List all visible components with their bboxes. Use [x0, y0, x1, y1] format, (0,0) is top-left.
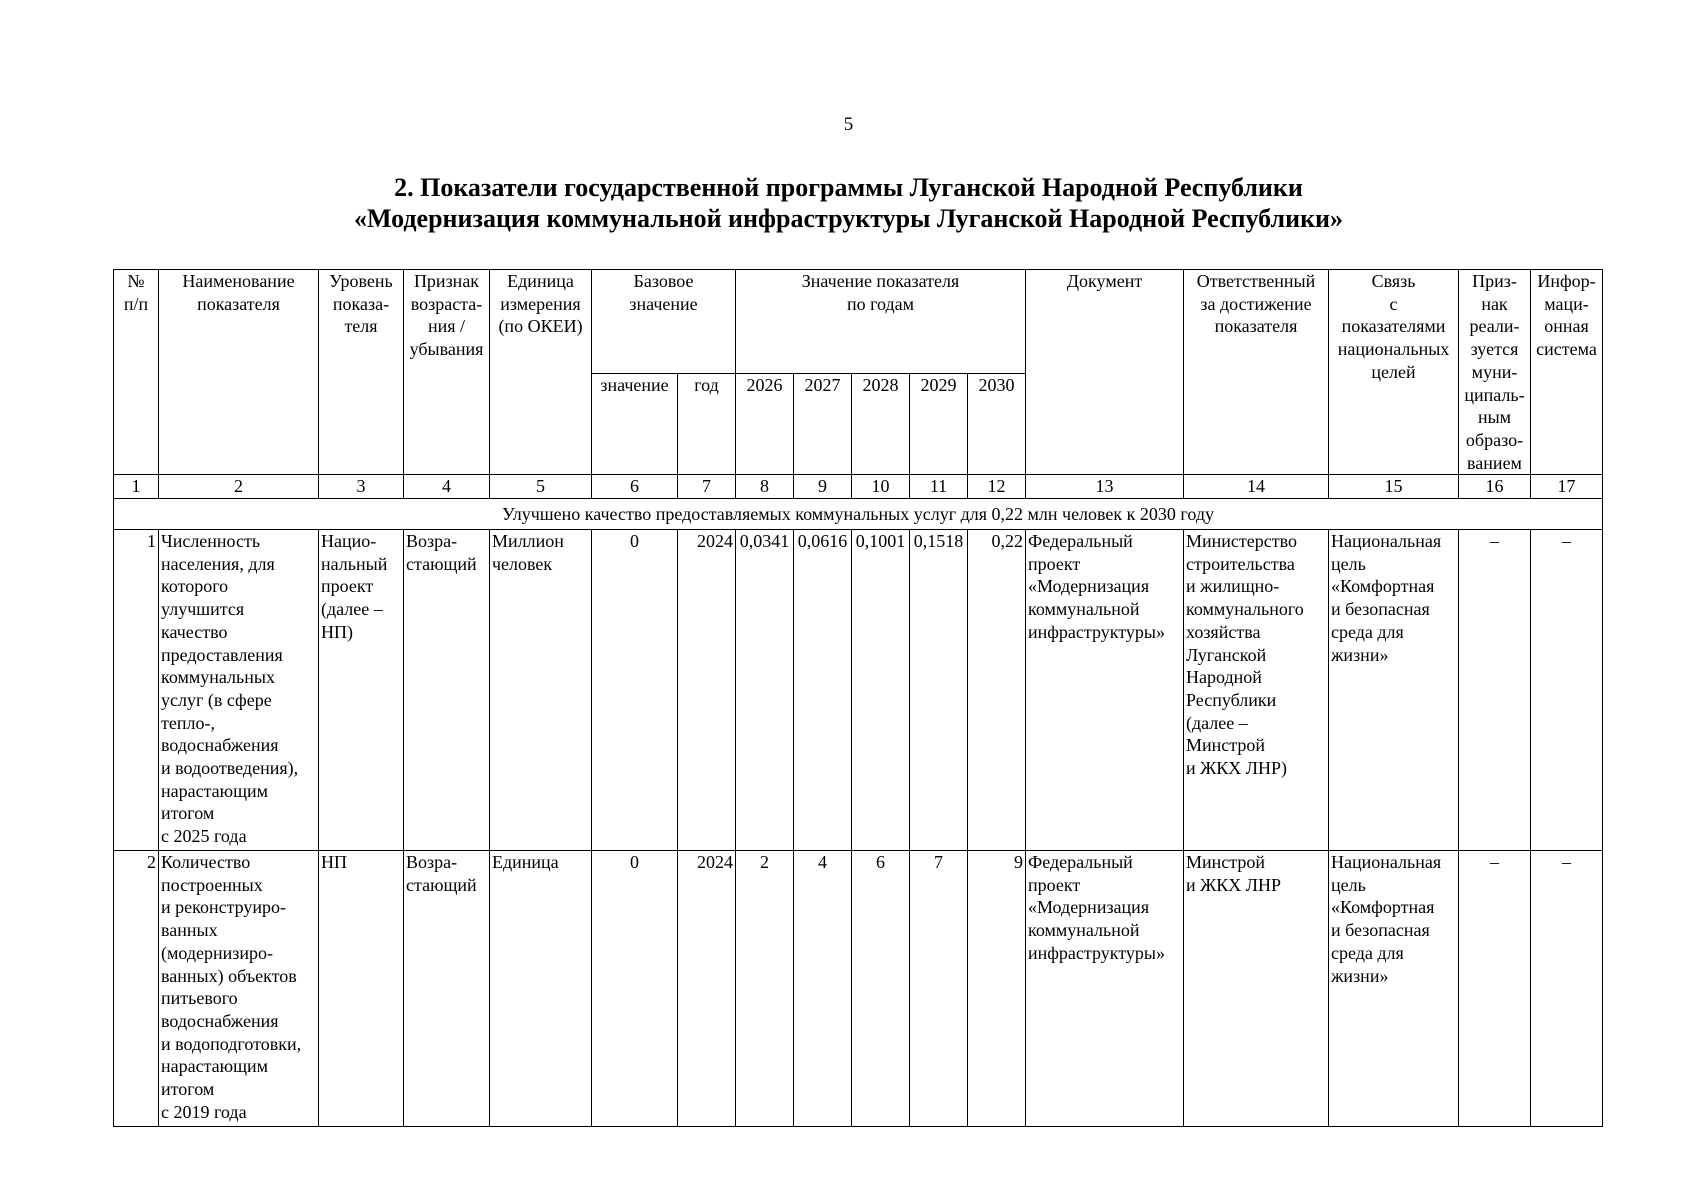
page-number: 5 — [843, 114, 854, 135]
row-info-system: – — [1531, 530, 1603, 851]
header-row-1 — [114, 270, 1603, 374]
row-document: Федеральный проект «Модернизация коммунальной инфраструктуры» — [1026, 530, 1184, 851]
row-num: 1 — [114, 530, 159, 851]
row-base-year: 2024 — [678, 530, 736, 851]
table-row — [114, 530, 1603, 851]
row-value-2029: 0,1518 — [910, 530, 968, 851]
row-responsible: Минстрой и ЖКХ ЛНР — [1184, 851, 1329, 1127]
header-base: Базовое значение — [592, 270, 736, 374]
row-value-2026: 0,0341 — [736, 530, 794, 851]
header-municipal: Приз- нак реали- зуется муни- ципаль- ным образо- ванием — [1459, 270, 1531, 475]
row-value-2028: 0,1001 — [852, 530, 910, 851]
row-name: Численность населения, для которого улучшится качество предоставления коммунальных услуг (в сфере тепло-, водоснабжения и водоотведения), нарастающим итогом с 2025 года — [159, 530, 319, 851]
header-year-2027: 2027 — [794, 374, 852, 475]
header-name: Наименование показателя — [159, 270, 319, 475]
header-base-year: год — [678, 374, 736, 475]
row-info-system: – — [1531, 851, 1603, 1127]
title-line-1: 2. Показатели государственной программы Луганской Народной Республики — [394, 173, 1303, 202]
row-level: НП — [319, 851, 404, 1127]
column-number: 6 — [592, 475, 678, 499]
header-year-2030: 2030 — [968, 374, 1026, 475]
header-level: Уровень показа- теля — [319, 270, 404, 475]
title-line-2: «Модернизация коммунальной инфраструктуры Луганской Народной Республики» — [353, 204, 1344, 233]
row-document: Федеральный проект «Модернизация коммунальной инфраструктуры» — [1026, 851, 1184, 1127]
row-level: Нацио- нальный проект (далее – НП) — [319, 530, 404, 851]
header-trend: Признак возраста- ния / убывания — [404, 270, 490, 475]
column-number: 16 — [1459, 475, 1531, 499]
header-year-2029: 2029 — [910, 374, 968, 475]
row-value-2029: 7 — [910, 851, 968, 1127]
row-municipal: – — [1459, 530, 1531, 851]
column-numbers-row — [114, 475, 1603, 499]
row-num: 2 — [114, 851, 159, 1127]
column-number: 11 — [910, 475, 968, 499]
row-value-2027: 4 — [794, 851, 852, 1127]
header-num: № п/п — [114, 270, 159, 475]
column-number: 17 — [1531, 475, 1603, 499]
row-unit: Единица — [490, 851, 592, 1127]
header-year-2026: 2026 — [736, 374, 794, 475]
indicators-table — [113, 269, 1603, 1127]
row-base-value: 0 — [592, 851, 678, 1127]
column-number: 1 — [114, 475, 159, 499]
row-base-value: 0 — [592, 530, 678, 851]
row-trend: Возра- стающий — [404, 851, 490, 1127]
column-number: 15 — [1329, 475, 1459, 499]
column-number: 5 — [490, 475, 592, 499]
column-number: 10 — [852, 475, 910, 499]
header-info-system: Инфор- маци- онная система — [1531, 270, 1603, 475]
column-number: 8 — [736, 475, 794, 499]
column-number: 4 — [404, 475, 490, 499]
header-responsible: Ответственный за достижение показателя — [1184, 270, 1329, 475]
column-number: 2 — [159, 475, 319, 499]
row-municipal: – — [1459, 851, 1531, 1127]
row-value-2028: 6 — [852, 851, 910, 1127]
row-responsible: Министерство строительства и жилищно- коммунального хозяйства Луганской Народной Республики (далее – Минстрой и ЖКХ ЛНР) — [1184, 530, 1329, 851]
section-title: Улучшено качество предоставляемых коммунальных услуг для 0,22 млн человек к 2030 году — [114, 499, 1603, 530]
section-row — [114, 499, 1603, 530]
header-unit: Единица измерения (по ОКЕИ) — [490, 270, 592, 475]
row-value-2030: 0,22 — [968, 530, 1026, 851]
column-number: 7 — [678, 475, 736, 499]
row-value-2026: 2 — [736, 851, 794, 1127]
row-link: Национальная цель «Комфортная и безопасная среда для жизни» — [1329, 851, 1459, 1127]
header-year-2028: 2028 — [852, 374, 910, 475]
row-base-year: 2024 — [678, 851, 736, 1127]
row-link: Национальная цель «Комфортная и безопасная среда для жизни» — [1329, 530, 1459, 851]
header-base-value: значение — [592, 374, 678, 475]
table-row — [114, 851, 1603, 1127]
header-document: Документ — [1026, 270, 1184, 475]
column-number: 9 — [794, 475, 852, 499]
column-number: 12 — [968, 475, 1026, 499]
header-link: Связь с показателями национальных целей — [1329, 270, 1459, 475]
row-value-2030: 9 — [968, 851, 1026, 1127]
row-unit: Миллион человек — [490, 530, 592, 851]
row-trend: Возра- стающий — [404, 530, 490, 851]
column-number: 14 — [1184, 475, 1329, 499]
column-number: 3 — [319, 475, 404, 499]
header-values-by-year: Значение показателя по годам — [736, 270, 1026, 374]
row-value-2027: 0,0616 — [794, 530, 852, 851]
column-number: 13 — [1026, 475, 1184, 499]
page-title — [0, 172, 1697, 234]
row-name: Количество построенных и реконструиро- ванных (модернизиро- ванных) объектов питьевого водоснабжения и водоподготовки, нарастающим итогом с 2019 года — [159, 851, 319, 1127]
